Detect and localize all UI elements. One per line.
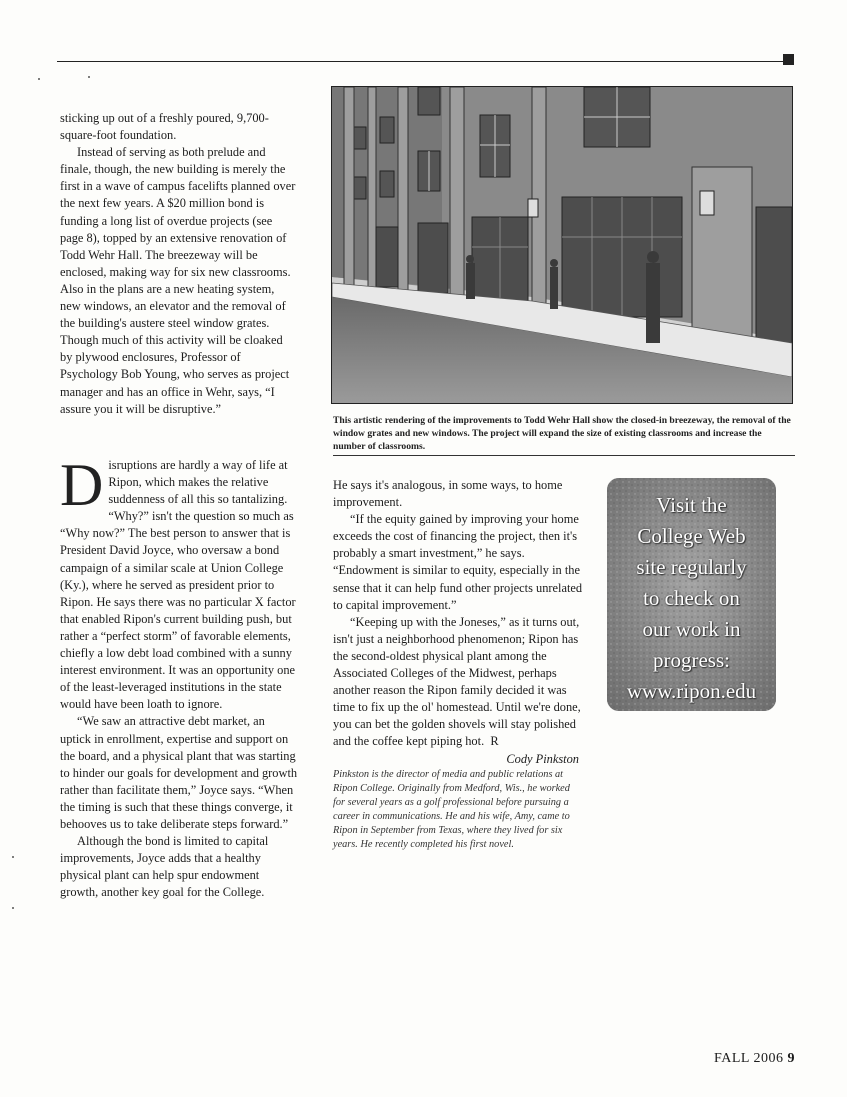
paragraph: He says it's analogous, in some ways, to home improvement. bbox=[333, 478, 563, 510]
scan-speck bbox=[38, 78, 40, 80]
top-rule bbox=[57, 61, 785, 62]
promo-text bbox=[607, 490, 776, 707]
page-folio bbox=[714, 1051, 795, 1067]
scan-speck bbox=[88, 76, 90, 78]
promo-line: site regularly bbox=[636, 555, 747, 579]
promo-line: Visit the bbox=[656, 493, 727, 517]
scan-speck bbox=[12, 856, 14, 858]
promo-url: www.ripon.edu bbox=[626, 679, 757, 703]
promo-line: progress: bbox=[653, 648, 730, 672]
page-number: 9 bbox=[787, 1051, 795, 1066]
promo-line: to check on bbox=[643, 586, 740, 610]
building-rendering-illustration bbox=[332, 87, 792, 403]
author-bio: Pinkston is the director of media and public relations at Ripon College. Originally from Medford, Wis., he worked for several years as a golf professional before pursuing a career in communications. He and his wife, Amy, came to Ripon in September from Texas, where they lived for six years. He recently completed his first novel. bbox=[333, 768, 570, 850]
scan-speck bbox=[12, 907, 14, 909]
paragraph: “Keeping up with the Joneses,” as it turns out, isn't just a neighborhood phenomenon; Ripon has the second-oldest physical plant among the Associated Colleges of the Midwest, perhaps another reason the Ripon family decided it was time to fix up the ol' homestead. Until we're done, you can bet the golden shovels will stay polished and the coffee kept piping hot. bbox=[333, 614, 581, 749]
paragraph: isruptions are hardly a way of life at Ripon, which makes the relative suddenness of all this so tantalizing. “Why?” isn't the question so much as “Why now?” The best person to answer that is President David Joyce, who oversaw a bond campaign of a similar scale at Union College (Ky.), where he served as president prior to Ripon. He says there was no particular X factor that enabled Ripon's current building push, but rather a “perfect storm” of favorable elements, chiefly a low debt load combined with a sunny interest environment. It was an opportunity one of the least-leveraged institutions in the state would have been loath to ignore. bbox=[60, 458, 296, 712]
caption-rule bbox=[333, 455, 795, 456]
paragraph: “We saw an attractive debt market, an uptick in enrollment, expertise and support on the board, and a physical plant that was starting to hinder our goals for development and growth rather than facilitate them,” Joyce says. “When the timing is such that these things converge, it behooves us to take deliberate steps forward.” bbox=[60, 714, 298, 831]
paragraph: Although the bond is limited to capital improvements, Joyce adds that a healthy physical plant can help spur endowment growth, another key goal for the College. bbox=[60, 834, 269, 900]
corner-square-mark bbox=[783, 54, 794, 65]
website-promo-box bbox=[607, 478, 776, 711]
article-column-1-bottom bbox=[60, 452, 298, 901]
author-signature: Cody Pinkston bbox=[506, 751, 579, 766]
building-rendering-image bbox=[331, 86, 793, 404]
article-column-2 bbox=[333, 477, 583, 852]
figure-caption: This artistic rendering of the improvements to Todd Wehr Hall show the closed-in breezeway, the removal of the window grates and new windows. The project will expand the size of existing classrooms and increase the number of classrooms. bbox=[333, 415, 791, 452]
article-column-1-top bbox=[60, 110, 298, 418]
promo-line: College Web bbox=[637, 524, 746, 548]
paragraph: sticking up out of a freshly poured, 9,700-square-foot foundation. bbox=[60, 111, 269, 143]
paragraph: Instead of serving as both prelude and finale, though, the new building is merely the first in a wave of campus facelifts planned over the next few years. A $20 million bond is funding a long list of overdue projects (see page 8), topped by an extensive renovation of Todd Wehr Hall. The breezeway will be enclosed, making way for six new classrooms. Also in the plans are a new heating system, new windows, an elevator and the removal of the building's austere steel window grates. Though much of this activity will be cloaked by plywood enclosures, Professor of Psychology Bob Young, who serves as project manager and has an office in Wehr, says, “I assure you it will be disruptive.” bbox=[60, 145, 296, 416]
paragraph: “If the equity gained by improving your home exceeds the cost of financing the project, then it's probably a smart investment,” he says. “Endowment is similar to equity, especially in the sense that it can help fund other projects unrelated to capital improvement.” bbox=[333, 512, 583, 612]
issue-season: FALL 2006 bbox=[714, 1051, 784, 1066]
end-mark: R bbox=[490, 734, 499, 749]
drop-cap: D bbox=[60, 452, 104, 518]
promo-line: our work in bbox=[642, 617, 741, 641]
